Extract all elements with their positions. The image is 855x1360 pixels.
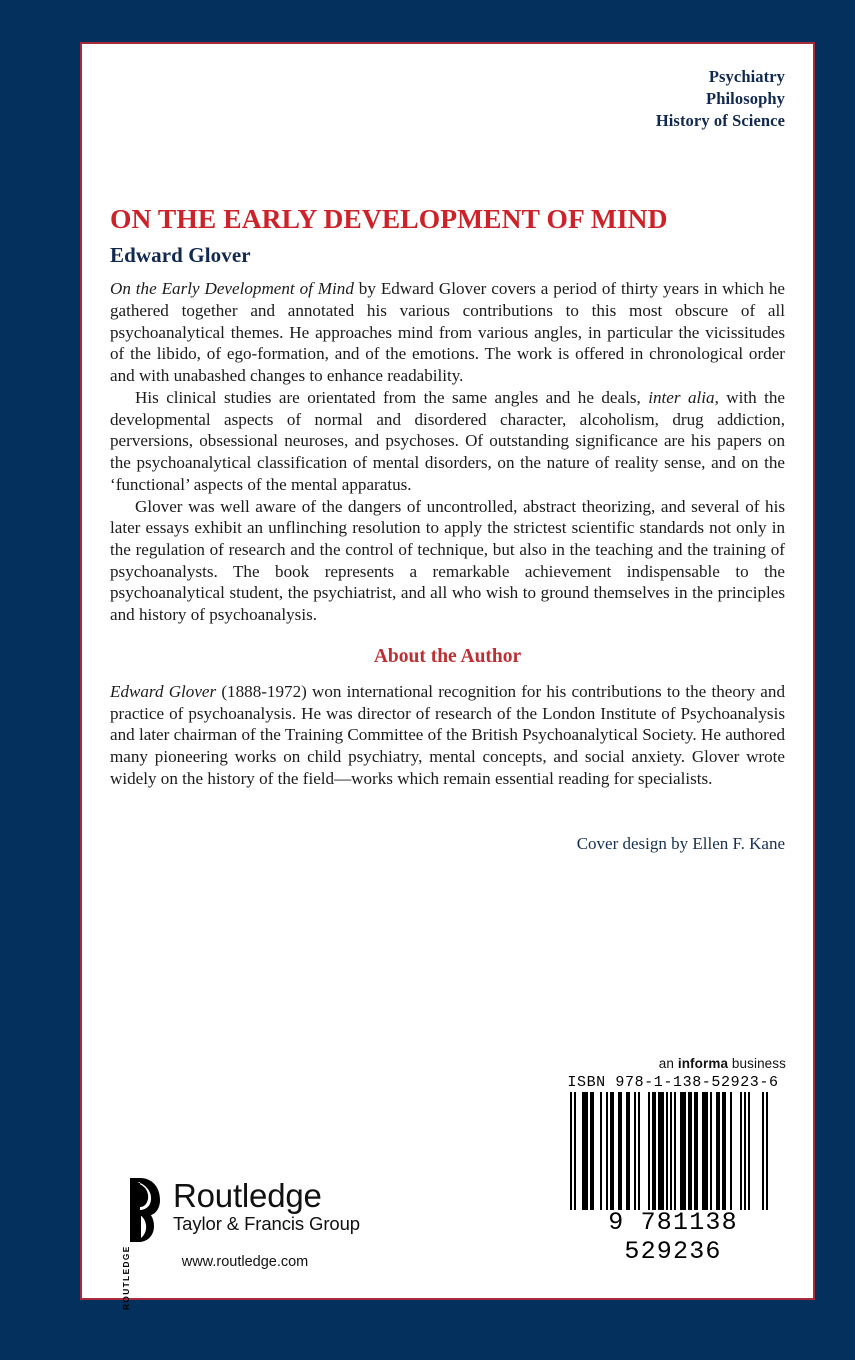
book-title: ON THE EARLY DEVELOPMENT OF MIND [110, 203, 668, 235]
informa-brand: informa [677, 1056, 729, 1071]
author-name-italic: Edward Glover [110, 681, 217, 701]
subject-categories [110, 66, 785, 131]
biography-paragraph [110, 681, 785, 790]
white-content-panel [80, 42, 815, 1310]
publisher-name: Routledge [173, 1177, 322, 1214]
ean-digits: 9 781138 529236 [608, 1208, 738, 1266]
description-paragraph-1 [110, 278, 785, 387]
subject-category: History of Science [655, 110, 785, 130]
description-paragraph-3: Glover was well aware of the dangers of uncontrolled, abstract theorizing, and several of his later essays exhibit an unflinching resolution to apply the strictest scientific standards not only in the regulation of research and the control of technique, but also in the teaching and the training of psychoanalysts. The book represents a remarkable achievement indispensable to the psychoanalytical student, the psychiatrist, and all who wish to ground themselves in the principles and history of psychoanalysis. [110, 496, 785, 625]
description-paragraph-2 [110, 387, 785, 496]
cover-design-credit: Cover design by Ellen F. Kane [576, 833, 785, 853]
routledge-logo-mark [110, 1176, 164, 1244]
subject-category: Psychiatry [708, 67, 785, 86]
informa-suffix: business [728, 1056, 786, 1071]
about-the-author-heading: About the Author [373, 645, 522, 667]
description-paragraph-2-part-b: , with the developmental aspects of normal and disordered character, alcoholism, drug addiction, perversions, obsessional neuroses, and psychoses. Of outstanding significance are his papers on the psychoanalytical classification of mental disorders, on the nature of reality sense, and on the ‘functional’ aspects of the mental apparatus. [110, 387, 786, 494]
book-author: Edward Glover [110, 243, 251, 268]
informa-business-line [659, 1056, 786, 1071]
isbn-number: ISBN 978-1-138-52923-6 [567, 1074, 779, 1091]
inter-alia-italic: inter alia [648, 387, 715, 407]
publisher-url[interactable]: www.routledge.com [181, 1254, 309, 1270]
routledge-logo [110, 1176, 370, 1270]
routledge-vertical-wordmark: ROUTLEDGE [121, 1245, 131, 1310]
barcode-bars [558, 1092, 788, 1210]
book-description [110, 278, 785, 626]
subject-category: Philosophy [706, 88, 785, 108]
description-paragraph-2-part-a: His clinical studies are orientated from the same angles and he deals, [135, 387, 649, 407]
description-paragraph-1-text: by Edward Glover covers a period of thirty years in which he gathered together and annotated his various contributions to this most obscure of all psychoanalytical themes. He approaches mind from various angles, in particular the vicissitudes of the libido, of ego-formation, and of the emotions. The work is offered in chronological order and with unabashed changes to enhance readability. [110, 279, 785, 386]
author-biography [110, 681, 785, 790]
biography-text: (1888-1972) won international recognition for his contributions to the theory and practice of psychoanalysis. He was director of research of the London Institute of Psychoanalysis and later chairman of the Training Committee of the British Psychoanalytical Society. He authored many pioneering works on child psychiatry, mental concepts, and social anxiety. Glover wrote widely on the history of the field—works which remain essential reading for specialists. [110, 681, 785, 788]
publisher-subtitle: Taylor & Francis Group [173, 1213, 360, 1234]
informa-prefix: an [658, 1056, 678, 1071]
description-title-italic: On the Early Development of Mind [110, 279, 354, 299]
isbn-barcode [558, 1074, 788, 1266]
cover-footer [82, 1038, 813, 1310]
routledge-r-face-icon [110, 1176, 164, 1244]
